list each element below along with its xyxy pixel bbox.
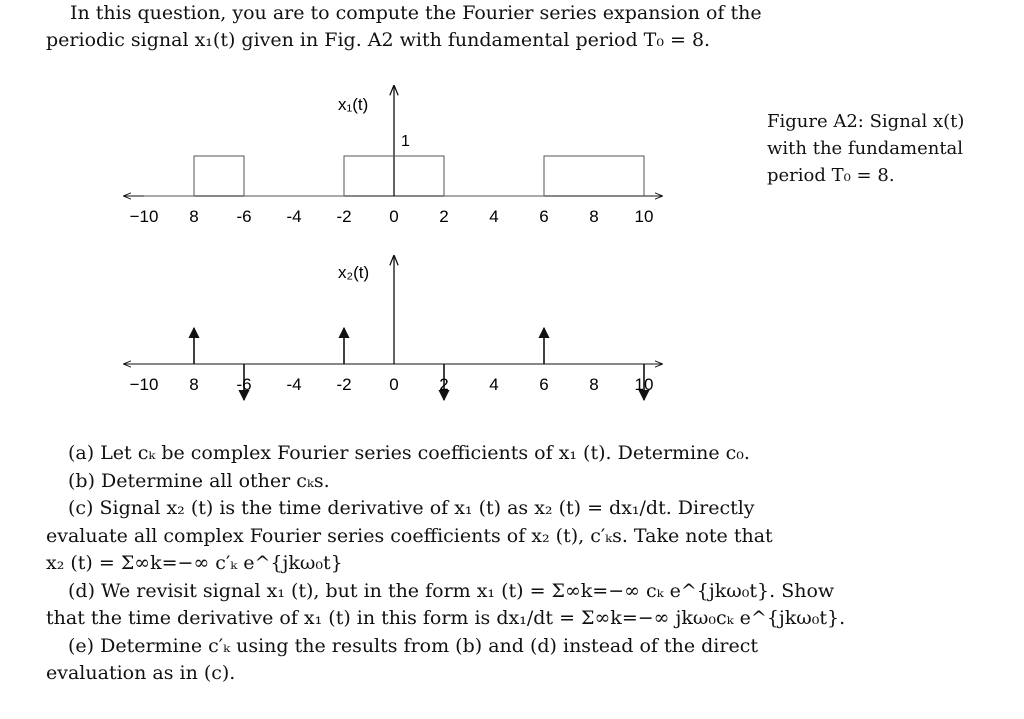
plot1-peak-label: 1	[401, 133, 410, 150]
question-e-line-2: evaluation as in (c).	[46, 662, 236, 684]
question-d-line-1: (d) We revisit signal x₁ (t), but in the form x₁ (t) = Σ∞k=−∞ cₖ e^{jkω₀t}. Show	[68, 579, 835, 602]
plot2-tick-label: 8	[589, 375, 599, 394]
plot2-tick-label: 6	[539, 375, 549, 394]
question-a: (a) Let cₖ be complex Fourier series coefficients of x₁ (t). Determine c₀.	[68, 442, 750, 464]
plot2-label: x₂(t)	[338, 263, 370, 282]
plot2-tick-label: 0	[389, 375, 399, 394]
plot1-label: x₁(t)	[338, 95, 369, 114]
intro-line-1: In this question, you are to compute the Fourier series expansion of the	[70, 2, 762, 24]
plot2-tick-label: -6	[236, 375, 252, 394]
question-d-line-2: that the time derivative of x₁ (t) in this form is dx₁/dt = Σ∞k=−∞ jkω₀cₖ e^{jkω₀t}.	[46, 607, 846, 629]
plot2-tick-label: 2	[439, 375, 449, 394]
caption-line-2: with the fundamental	[767, 138, 964, 159]
plot2-tick-label: 8	[189, 375, 199, 394]
question-c-line-1: (c) Signal x₂ (t) is the time derivative of x₁ (t) as x₂ (t) = dx₁/dt. Directly	[68, 497, 755, 519]
plot1-tick-label: −10	[129, 207, 159, 226]
plot2-tick-label: -4	[286, 375, 302, 394]
question-b: (b) Determine all other cₖs.	[68, 469, 330, 492]
plot1-tick-label: -2	[336, 207, 352, 226]
plot1-tick-label: 8	[189, 207, 199, 226]
caption-line-3: period T₀ = 8.	[767, 165, 895, 186]
plot2-tick-label: 10	[634, 375, 654, 394]
question-c-line-3: x₂ (t) = Σ∞k=−∞ c′ₖ e^{jkω₀t}	[46, 552, 343, 574]
plot1-tick-label: 6	[539, 207, 549, 226]
plot1-tick-label: 8	[589, 207, 599, 226]
plot2-tick-label: −10	[129, 375, 159, 394]
questions-block	[46, 440, 846, 688]
plot1-tick-label: -4	[286, 207, 302, 226]
plot2-tick-label: 4	[489, 375, 499, 394]
plot1-tick-label: -6	[236, 207, 252, 226]
intro-line-2: periodic signal x₁(t) given in Fig. A2 with fundamental period T₀ = 8.	[46, 29, 711, 51]
plot1-tick-label: 2	[439, 207, 449, 226]
question-e-line-1: (e) Determine c′ₖ using the results from (b) and (d) instead of the direct	[68, 634, 758, 657]
plot1-tick-label: 4	[489, 207, 499, 226]
plot1-tick-label: 10	[634, 207, 654, 226]
question-c-line-2: evaluate all complex Fourier series coefficients of x₂ (t), c′ₖs. Take note that	[46, 524, 773, 547]
caption-line-1: Figure A2: Signal x(t)	[767, 111, 965, 132]
plot2-tick-label: -2	[336, 375, 352, 394]
plot1-tick-label: 0	[389, 207, 399, 226]
